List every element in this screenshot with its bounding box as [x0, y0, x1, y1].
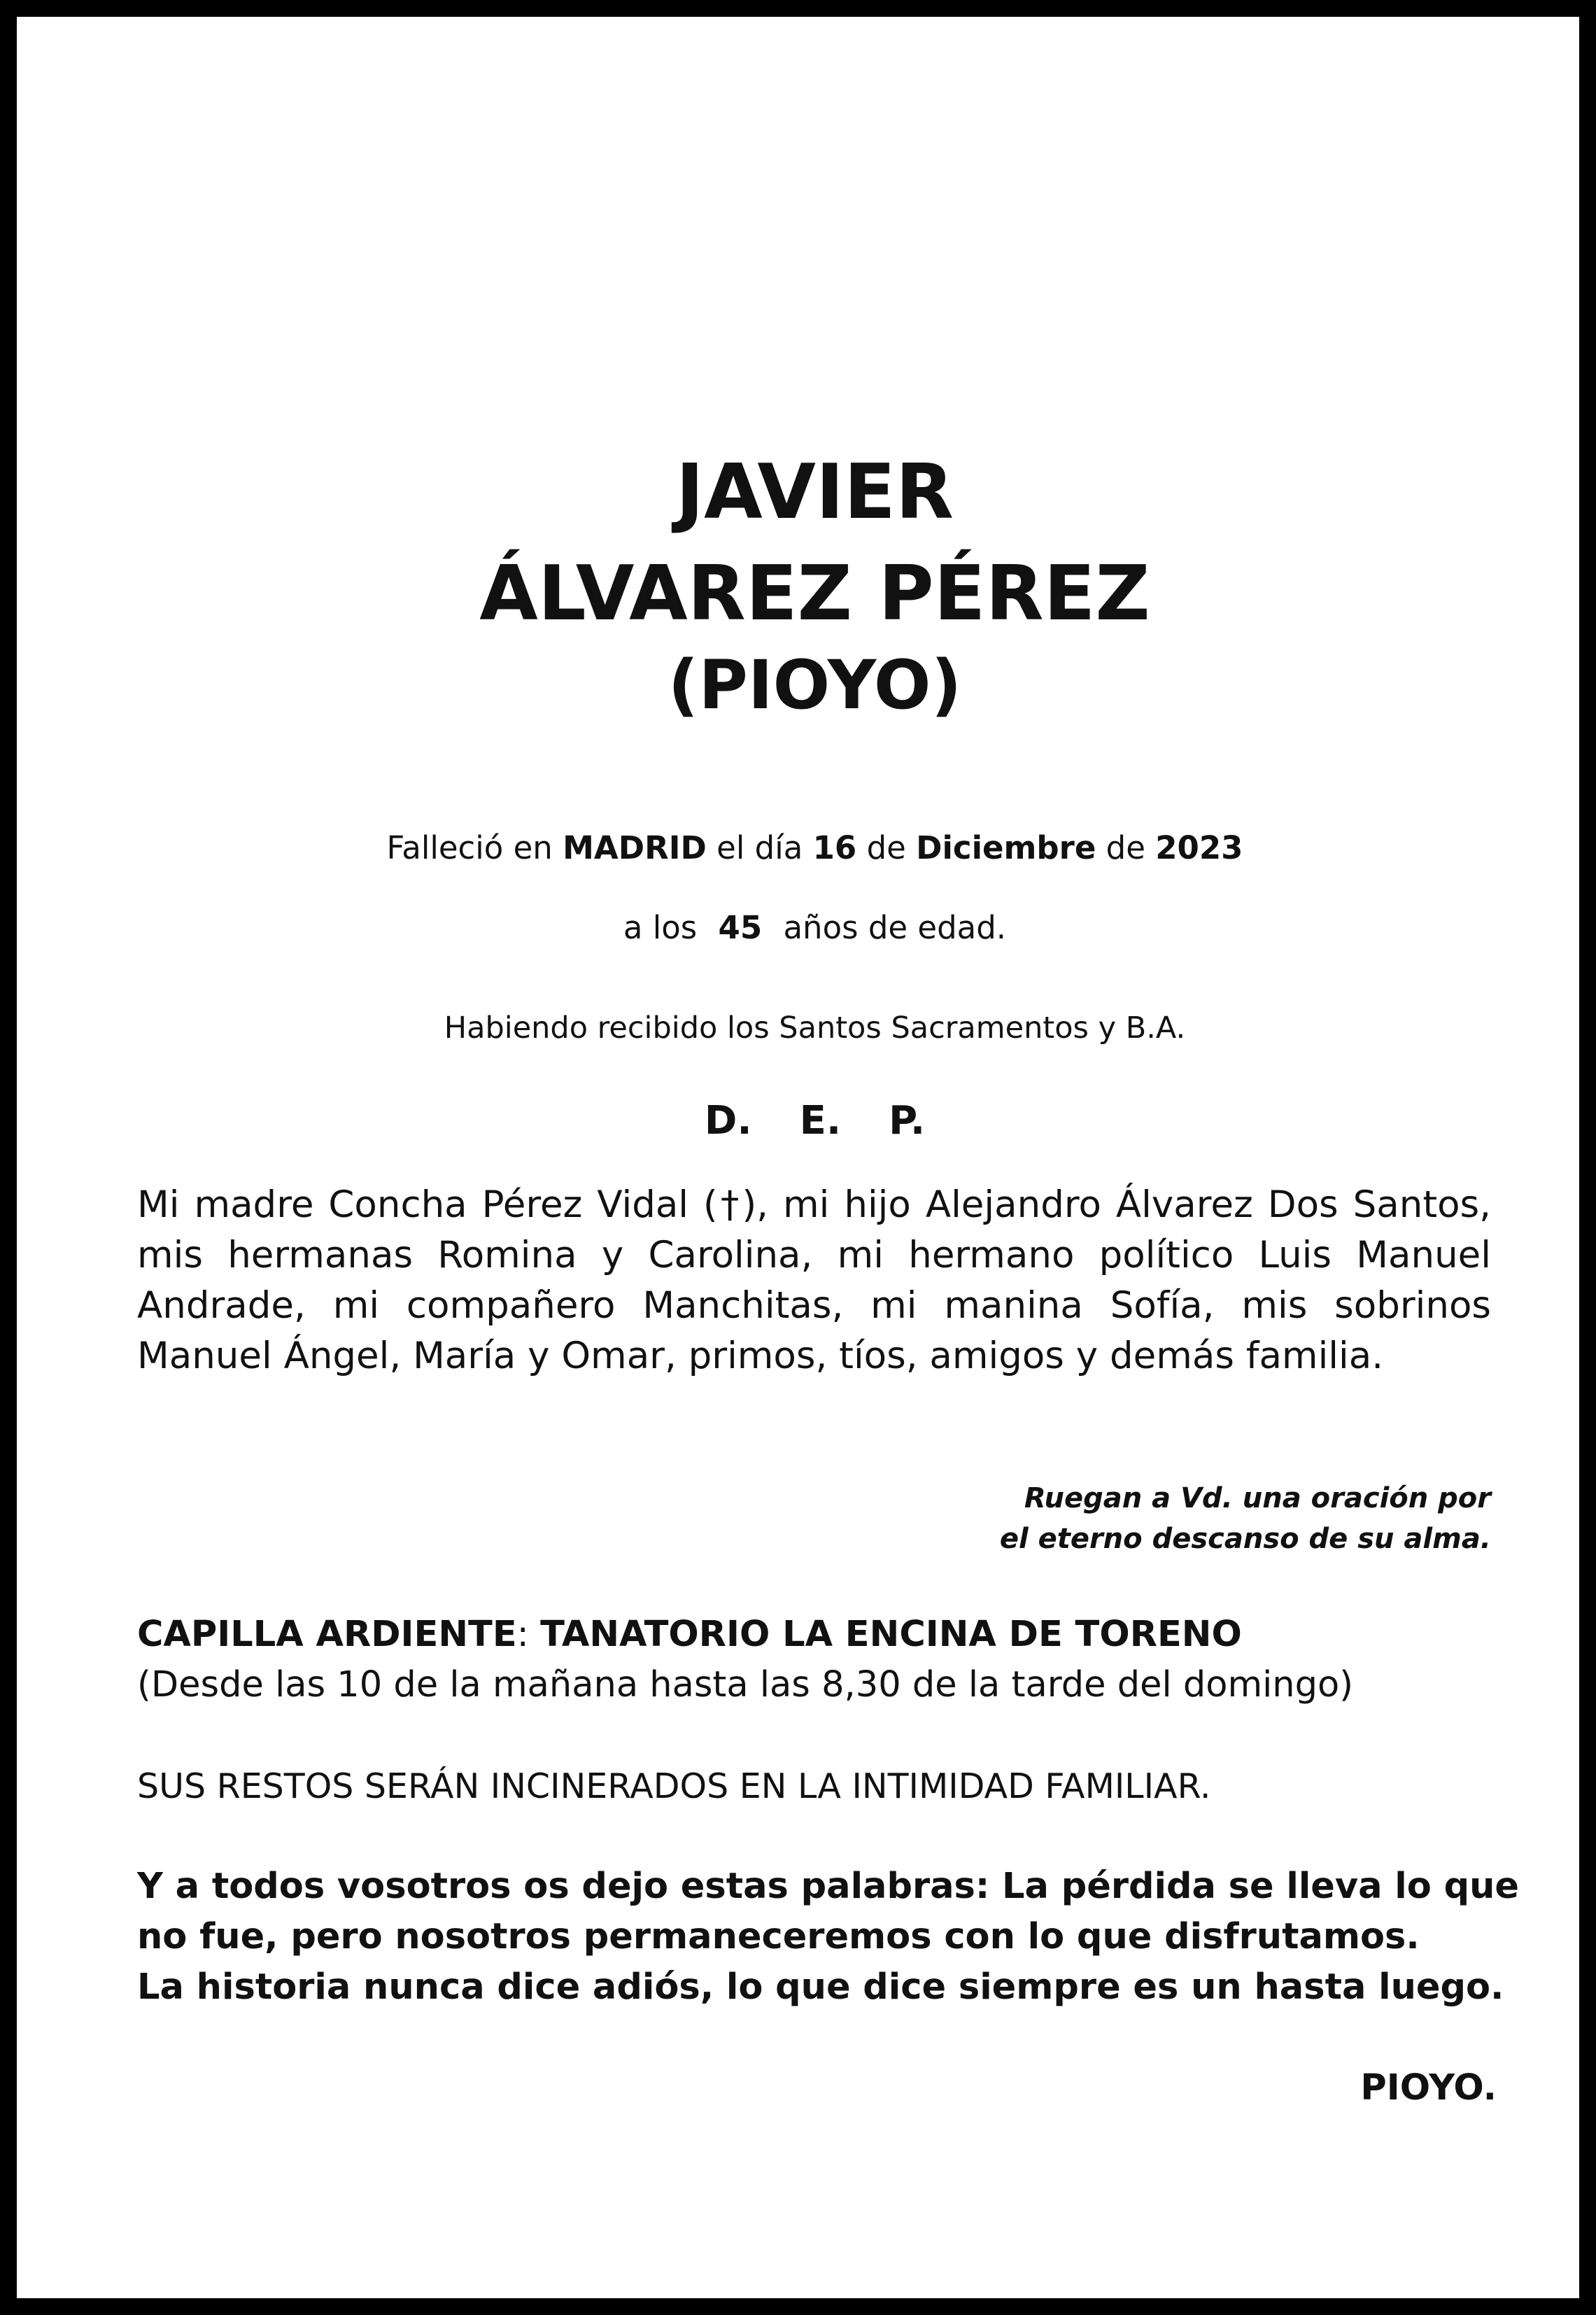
of-text: de [1106, 829, 1145, 866]
family-mourners: Mi madre Concha Pérez Vidal (†), mi hijo Alejandro Álvarez Dos Santos, mis hermanas Romina y Carolina, mi hermano político Luis Manuel Andrade, mi compañero Manchitas, mi manina Sofía, mis sobrinos Manuel Ángel, María y Omar, primos, tíos, amigos y demás familia. [137, 1183, 1491, 1377]
chapel-heading [137, 1610, 1537, 1660]
dep-letter: D. [704, 1098, 752, 1144]
farewell-line: La historia nunca dice adiós, lo que dice siempre es un hasta luego. [137, 1966, 1504, 2008]
prayer-request [786, 1478, 1491, 1559]
chapel-place: TANATORIO LA ENCINA DE TORENO [540, 1614, 1242, 1655]
age-prefix: a los [623, 909, 698, 946]
dep-letter: P. [889, 1098, 926, 1144]
age-statement [17, 907, 1596, 949]
death-day: 16 [812, 829, 857, 866]
prayer-line: Ruegan a Vd. una oración por [1024, 1482, 1491, 1514]
deceased-first-name: JAVIER [675, 449, 954, 536]
chapel-label: CAPILLA ARDIENTE [137, 1614, 517, 1655]
dep-letter: E. [799, 1098, 842, 1144]
death-statement [17, 827, 1596, 869]
sacraments-statement: Habiendo recibido los Santos Sacramentos y B.A. [444, 1011, 1186, 1046]
age-suffix: años de edad. [783, 909, 1007, 946]
deceased-surnames: ÁLVAREZ PÉREZ [479, 550, 1150, 638]
farewell-message [137, 1862, 1537, 2013]
deceased-nickname: (PIOYO) [668, 646, 962, 724]
farewell-line: no fue, pero nosotros permaneceremos con lo que disfrutamos. [137, 1916, 1420, 1957]
prayer-line: el eterno descanso de su alma. [999, 1523, 1491, 1555]
age-years: 45 [718, 909, 763, 946]
dep-initials [17, 1097, 1596, 1146]
signature: PIOYO. [1360, 2067, 1497, 2109]
died-in-text: Falleció en [386, 829, 553, 866]
remains-notice: SUS RESTOS SERÁN INCINERADOS EN LA INTIMIDAD FAMILIAR. [137, 1766, 1211, 1806]
of-text: de [866, 829, 906, 866]
on-day-text: el día [716, 829, 803, 866]
death-month: Diciembre [916, 829, 1096, 866]
funeral-chapel [137, 1610, 1537, 1710]
death-place: MADRID [563, 829, 707, 866]
farewell-line: Y a todos vosotros os dejo estas palabras: La pérdida se lleva lo que [137, 1866, 1519, 1907]
chapel-hours: (Desde las 10 de la mañana hasta las 8,30 de la tarde del domingo) [137, 1664, 1354, 1705]
chapel-separator: : [516, 1614, 529, 1655]
death-year: 2023 [1155, 829, 1243, 866]
